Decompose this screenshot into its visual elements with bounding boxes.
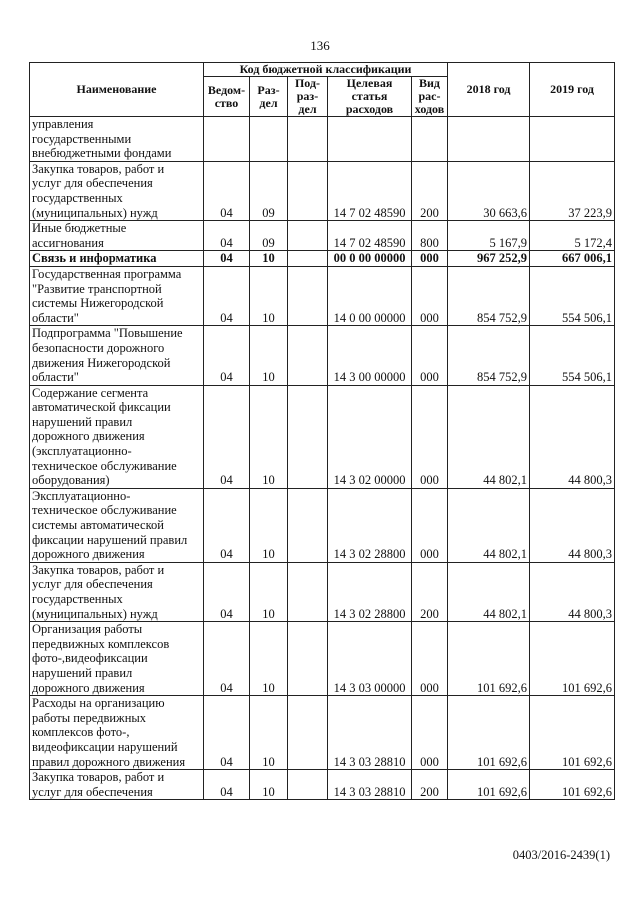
header-razdel: Раз- дел bbox=[250, 77, 288, 117]
row-name-line: государственных bbox=[32, 190, 123, 205]
cell-razdel: 10 bbox=[250, 266, 288, 325]
cell-amount-2018: 30 663,6 bbox=[448, 161, 530, 220]
cell-amount-2018: 854 752,9 bbox=[448, 326, 530, 385]
table-row bbox=[30, 622, 615, 696]
cell-amount-2019: 554 506,1 bbox=[530, 326, 615, 385]
row-name-line: (муниципальных) нужд bbox=[32, 606, 158, 621]
row-name bbox=[30, 326, 204, 385]
table-row bbox=[30, 696, 615, 770]
cell-razdel: 10 bbox=[250, 622, 288, 696]
row-name-line: фото-,видеофиксации bbox=[32, 651, 148, 666]
cell-vedomstvo: 04 bbox=[204, 326, 250, 385]
cell-razdel: 10 bbox=[250, 251, 288, 267]
row-name-line: Связь и информатика bbox=[32, 251, 157, 266]
cell-vedomstvo: 04 bbox=[204, 562, 250, 621]
table-row bbox=[30, 221, 615, 251]
row-name bbox=[30, 221, 204, 251]
row-name-line: Закупка товаров, работ и bbox=[32, 562, 165, 577]
row-name bbox=[30, 251, 204, 267]
cell-expense-type: 000 bbox=[412, 266, 448, 325]
cell-amount-2018: 854 752,9 bbox=[448, 266, 530, 325]
row-name bbox=[30, 385, 204, 488]
row-name-line: государственных bbox=[32, 592, 123, 606]
row-name-line: услуг для обеспечения bbox=[32, 784, 153, 799]
row-name-line: видеофиксации нарушений bbox=[32, 739, 178, 754]
cell-expense-type: 200 bbox=[412, 770, 448, 800]
cell-razdel bbox=[250, 117, 288, 162]
cell-target-article bbox=[328, 117, 412, 162]
row-name-line: дорожного движения bbox=[32, 547, 145, 562]
cell-expense-type: 800 bbox=[412, 221, 448, 251]
cell-amount-2018: 44 802,1 bbox=[448, 562, 530, 621]
header-vedomstvo: Ведом- ство bbox=[204, 77, 250, 117]
cell-podrazdel bbox=[288, 770, 328, 800]
cell-amount-2019: 667 006,1 bbox=[530, 251, 615, 267]
cell-podrazdel bbox=[288, 326, 328, 385]
row-name-line: работы передвижных bbox=[32, 710, 147, 725]
cell-razdel: 09 bbox=[250, 161, 288, 220]
table-row bbox=[30, 488, 615, 562]
table-row bbox=[30, 161, 615, 220]
cell-vedomstvo: 04 bbox=[204, 221, 250, 251]
cell-vedomstvo: 04 bbox=[204, 385, 250, 488]
header-code-group: Код бюджетной классификации bbox=[204, 63, 448, 77]
cell-vedomstvo: 04 bbox=[204, 622, 250, 696]
cell-target-article: 14 3 02 00000 bbox=[328, 385, 412, 488]
cell-amount-2019: 554 506,1 bbox=[530, 266, 615, 325]
cell-vedomstvo bbox=[204, 117, 250, 162]
cell-amount-2019: 44 800,3 bbox=[530, 562, 615, 621]
row-name-line: области" bbox=[32, 370, 79, 385]
cell-amount-2018: 101 692,6 bbox=[448, 770, 530, 800]
row-name-line: движения Нижегородской bbox=[32, 355, 171, 370]
cell-razdel: 10 bbox=[250, 488, 288, 562]
row-name-line: Расходы на организацию bbox=[32, 696, 165, 711]
row-name-line: (эксплуатационно- bbox=[32, 444, 132, 459]
row-name bbox=[30, 117, 204, 162]
row-name-line: ассигнования bbox=[32, 235, 104, 250]
cell-amount-2018: 101 692,6 bbox=[448, 622, 530, 696]
cell-podrazdel bbox=[288, 622, 328, 696]
row-name-line: области" bbox=[32, 310, 79, 325]
cell-vedomstvo: 04 bbox=[204, 266, 250, 325]
cell-target-article: 14 3 03 28810 bbox=[328, 770, 412, 800]
row-name-line: нарушений правил bbox=[32, 665, 133, 680]
cell-vedomstvo: 04 bbox=[204, 770, 250, 800]
header-year-2019: 2019 год bbox=[530, 63, 615, 117]
header-podrazdel: Под- раз- дел bbox=[288, 77, 328, 117]
cell-expense-type: 200 bbox=[412, 161, 448, 220]
header-year-2018: 2018 год bbox=[448, 63, 530, 117]
row-name-line: безопасности дорожного bbox=[32, 340, 165, 355]
cell-expense-type bbox=[412, 117, 448, 162]
cell-target-article: 14 0 00 00000 bbox=[328, 266, 412, 325]
page-number: 136 bbox=[310, 38, 330, 53]
cell-razdel: 10 bbox=[250, 385, 288, 488]
table-row bbox=[30, 251, 615, 267]
row-name-line: государственными bbox=[32, 131, 132, 146]
cell-podrazdel bbox=[288, 562, 328, 621]
cell-amount-2018: 44 802,1 bbox=[448, 385, 530, 488]
cell-expense-type: 200 bbox=[412, 562, 448, 621]
row-name-line: оборудования) bbox=[32, 473, 110, 488]
cell-expense-type: 000 bbox=[412, 326, 448, 385]
row-name-line: управления bbox=[32, 117, 94, 131]
cell-amount-2018: 967 252,9 bbox=[448, 251, 530, 267]
cell-podrazdel bbox=[288, 385, 328, 488]
row-name-line: дорожного движения bbox=[32, 680, 145, 695]
cell-target-article: 14 3 02 28800 bbox=[328, 488, 412, 562]
cell-target-article: 00 0 00 00000 bbox=[328, 251, 412, 267]
row-name-line: Организация работы bbox=[32, 622, 143, 637]
row-name bbox=[30, 266, 204, 325]
cell-razdel: 09 bbox=[250, 221, 288, 251]
row-name-line: Закупка товаров, работ и bbox=[32, 161, 165, 176]
document-code: 0403/2016-2439(1) bbox=[512, 848, 610, 862]
cell-expense-type: 000 bbox=[412, 385, 448, 488]
table-row bbox=[30, 117, 615, 162]
row-name-line: внебюджетными фондами bbox=[32, 146, 172, 161]
cell-target-article: 14 3 02 28800 bbox=[328, 562, 412, 621]
row-name-line: автоматической фиксации bbox=[32, 400, 171, 415]
cell-podrazdel bbox=[288, 251, 328, 267]
cell-amount-2019: 101 692,6 bbox=[530, 770, 615, 800]
row-name-line: услуг для обеспечения bbox=[32, 176, 153, 191]
cell-amount-2019 bbox=[530, 117, 615, 162]
cell-razdel: 10 bbox=[250, 326, 288, 385]
table-body bbox=[30, 117, 615, 800]
cell-target-article: 14 7 02 48590 bbox=[328, 221, 412, 251]
cell-target-article: 14 7 02 48590 bbox=[328, 161, 412, 220]
cell-podrazdel bbox=[288, 221, 328, 251]
row-name bbox=[30, 161, 204, 220]
cell-podrazdel bbox=[288, 161, 328, 220]
cell-expense-type: 000 bbox=[412, 251, 448, 267]
row-name-line: комплексов фото-, bbox=[32, 725, 130, 740]
cell-target-article: 14 3 00 00000 bbox=[328, 326, 412, 385]
cell-amount-2019: 101 692,6 bbox=[530, 696, 615, 770]
row-name-line: системы Нижегородской bbox=[32, 296, 164, 311]
row-name bbox=[30, 770, 204, 800]
header-expense-type: Вид рас- ходов bbox=[412, 77, 448, 117]
row-name-line: техническое обслуживание bbox=[32, 503, 177, 518]
cell-podrazdel bbox=[288, 488, 328, 562]
table-row bbox=[30, 770, 615, 800]
cell-expense-type: 000 bbox=[412, 488, 448, 562]
row-name-line: Подпрограмма "Повышение bbox=[32, 326, 183, 341]
cell-amount-2019: 101 692,6 bbox=[530, 622, 615, 696]
cell-vedomstvo: 04 bbox=[204, 251, 250, 267]
cell-amount-2018: 5 167,9 bbox=[448, 221, 530, 251]
header-target-article: Целевая статья расходов bbox=[328, 77, 412, 117]
cell-amount-2019: 44 800,3 bbox=[530, 488, 615, 562]
cell-vedomstvo: 04 bbox=[204, 488, 250, 562]
cell-amount-2019: 37 223,9 bbox=[530, 161, 615, 220]
row-name-line: нарушений правил bbox=[32, 414, 133, 429]
row-name bbox=[30, 562, 204, 621]
cell-amount-2018 bbox=[448, 117, 530, 162]
row-name-line: Государственная программа bbox=[32, 266, 182, 281]
cell-podrazdel bbox=[288, 117, 328, 162]
cell-podrazdel bbox=[288, 696, 328, 770]
cell-target-article: 14 3 03 00000 bbox=[328, 622, 412, 696]
row-name bbox=[30, 696, 204, 770]
row-name-line: правил дорожного движения bbox=[32, 754, 186, 769]
cell-amount-2018: 101 692,6 bbox=[448, 696, 530, 770]
cell-expense-type: 000 bbox=[412, 696, 448, 770]
cell-amount-2018: 44 802,1 bbox=[448, 488, 530, 562]
budget-table bbox=[29, 62, 615, 800]
cell-vedomstvo: 04 bbox=[204, 161, 250, 220]
row-name-line: фиксации нарушений правил bbox=[32, 532, 188, 547]
cell-podrazdel bbox=[288, 266, 328, 325]
row-name-line: Содержание сегмента bbox=[32, 385, 149, 400]
table-row bbox=[30, 385, 615, 488]
table-row bbox=[30, 266, 615, 325]
cell-razdel: 10 bbox=[250, 562, 288, 621]
table-row bbox=[30, 562, 615, 621]
cell-target-article: 14 3 03 28810 bbox=[328, 696, 412, 770]
header-name: Наименование bbox=[30, 63, 204, 117]
table-row bbox=[30, 326, 615, 385]
row-name-line: Иные бюджетные bbox=[32, 221, 127, 236]
row-name-line: (муниципальных) нужд bbox=[32, 205, 158, 220]
row-name-line: Эксплуатационно- bbox=[32, 488, 131, 503]
cell-razdel: 10 bbox=[250, 696, 288, 770]
row-name-line: системы автоматической bbox=[32, 518, 164, 533]
cell-vedomstvo: 04 bbox=[204, 696, 250, 770]
row-name-line: дорожного движения bbox=[32, 429, 145, 444]
row-name bbox=[30, 622, 204, 696]
cell-expense-type: 000 bbox=[412, 622, 448, 696]
row-name bbox=[30, 488, 204, 562]
row-name-line: техническое обслуживание bbox=[32, 458, 177, 473]
row-name-line: услуг для обеспечения bbox=[32, 577, 153, 592]
cell-razdel: 10 bbox=[250, 770, 288, 800]
row-name-line: передвижных комплексов bbox=[32, 636, 170, 651]
cell-amount-2019: 5 172,4 bbox=[530, 221, 615, 251]
row-name-line: "Развитие транспортной bbox=[32, 281, 162, 296]
row-name-line: Закупка товаров, работ и bbox=[32, 770, 165, 785]
cell-amount-2019: 44 800,3 bbox=[530, 385, 615, 488]
